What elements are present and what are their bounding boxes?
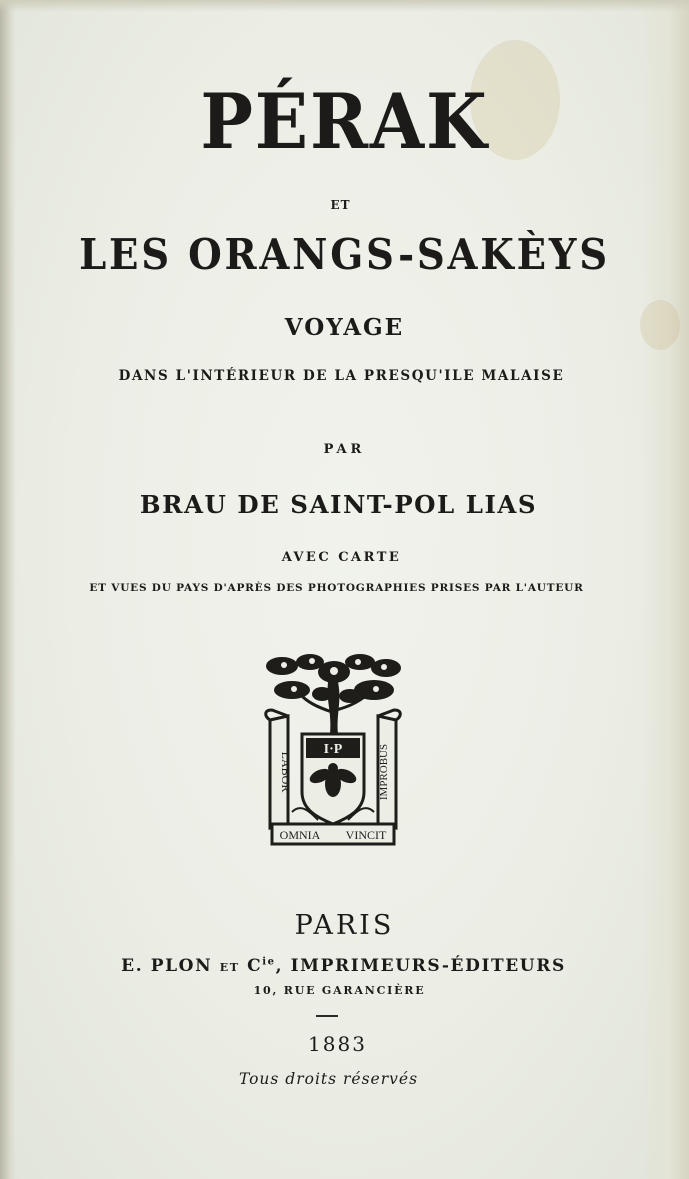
publisher-name: E. PLON	[121, 956, 213, 976]
device-motto-right: IMPROBUS	[378, 743, 390, 801]
publisher-address: 10, RUE GARANCIÈRE	[253, 984, 426, 997]
divider-dash	[316, 1015, 338, 1017]
publisher-et: ET	[219, 961, 240, 974]
voyage-heading: VOYAGE	[284, 314, 405, 341]
device-motto-bottom-left: OMNIA	[279, 828, 321, 842]
by-label: PAR	[323, 442, 366, 457]
voyage-description: DANS L'INTÉRIEUR DE LA PRESQU'ILE MALAISE	[118, 368, 565, 384]
publisher-cie: C	[247, 956, 263, 976]
book-subtitle: LES ORANGS-SAKÈYS	[79, 230, 610, 279]
tree-and-bee-emblem-icon	[262, 652, 404, 852]
device-motto-bottom-right: VINCIT	[345, 828, 387, 842]
publisher-cie-sup: ie	[262, 956, 276, 968]
device-monogram: I·P	[323, 742, 343, 757]
publisher-line	[0, 956, 688, 976]
author-name: BRAU DE SAINT-POL LIAS	[139, 490, 538, 519]
printer-device-emblem	[262, 652, 404, 852]
device-motto-left: LABOR	[279, 751, 293, 793]
publication-city: PARIS	[294, 910, 395, 941]
views-note: ET VUES DU PAYS D'APRÈS DES PHOTOGRAPHIES PRISES PAR L'AUTEUR	[89, 582, 584, 594]
map-note: AVEC CARTE	[281, 550, 402, 565]
book-title: PÉRAK	[200, 77, 489, 166]
rights-notice: Tous droits réservés	[238, 1070, 419, 1088]
title-conjunction: ET	[330, 198, 351, 212]
publication-year: 1883	[308, 1032, 367, 1056]
page-edge-top	[0, 0, 689, 12]
publisher-role: , IMPRIMEURS-ÉDITEURS	[275, 956, 566, 976]
